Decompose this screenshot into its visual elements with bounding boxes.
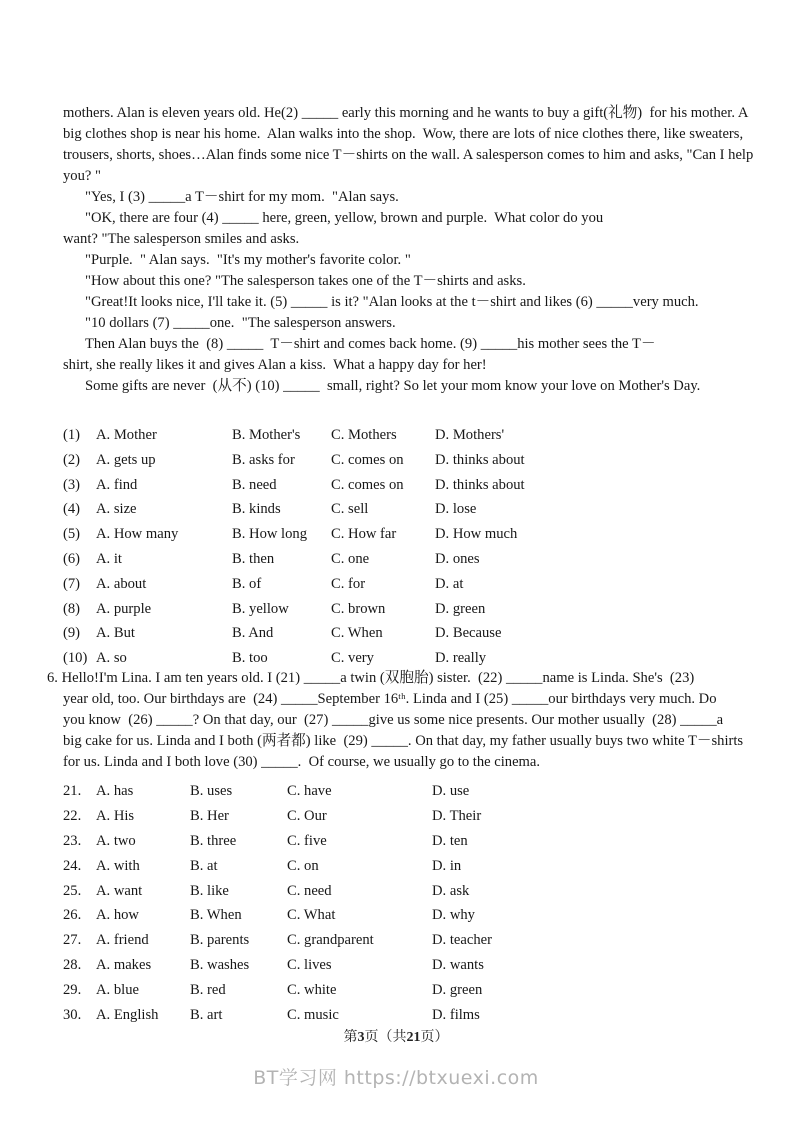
option-choice: B. Her bbox=[190, 807, 229, 824]
option-choice: D. use bbox=[432, 782, 470, 799]
option-choice: D. Their bbox=[432, 807, 482, 824]
option-choice: A. find bbox=[96, 476, 138, 493]
option-choice: A. friend bbox=[96, 932, 149, 949]
watermark: BT学习网 https://btxuexi.com bbox=[253, 1067, 539, 1089]
option-choice: B. asks for bbox=[232, 451, 295, 468]
option-row bbox=[63, 980, 753, 1005]
option-number: (5) bbox=[63, 526, 81, 543]
option-number: 26. bbox=[63, 907, 82, 924]
option-cell bbox=[63, 549, 232, 574]
option-number: 25. bbox=[63, 882, 82, 899]
option-choice: D. really bbox=[435, 650, 487, 667]
option-choice: B. kinds bbox=[232, 501, 281, 518]
option-cell bbox=[63, 499, 232, 524]
option-choice: C. very bbox=[331, 650, 374, 667]
option-choice: B. at bbox=[190, 857, 218, 874]
option-choice: B. red bbox=[190, 982, 226, 999]
page-content bbox=[47, 103, 754, 1030]
option-choice: D. teacher bbox=[432, 932, 492, 949]
option-choice: C. Mothers bbox=[331, 427, 397, 443]
option-number: 29. bbox=[63, 982, 82, 999]
option-choice: B. need bbox=[232, 476, 277, 493]
option-cell bbox=[63, 475, 232, 500]
option-choice: C. brown bbox=[331, 600, 386, 617]
option-choice: C. have bbox=[287, 782, 332, 799]
option-row bbox=[63, 905, 753, 930]
option-choice: B. washes bbox=[190, 957, 250, 974]
option-choice: D. at bbox=[435, 575, 464, 592]
option-row bbox=[63, 623, 753, 648]
option-choice: B. parents bbox=[190, 932, 250, 949]
option-choice: A. But bbox=[96, 625, 135, 642]
option-number: (4) bbox=[63, 501, 81, 518]
option-choice: A. has bbox=[96, 782, 134, 799]
option-number: 23. bbox=[63, 832, 82, 849]
option-cell bbox=[63, 450, 232, 475]
option-choice: B. When bbox=[190, 907, 242, 924]
option-choice: C. for bbox=[331, 575, 366, 592]
option-choice: D. films bbox=[432, 1006, 480, 1023]
option-row bbox=[63, 549, 753, 574]
option-choice: A. about bbox=[96, 575, 147, 592]
option-choice: A. size bbox=[96, 501, 137, 518]
option-choice: A. How many bbox=[96, 526, 179, 543]
option-row bbox=[63, 955, 753, 980]
option-number: (9) bbox=[63, 625, 81, 642]
option-choice: C. lives bbox=[287, 957, 332, 974]
option-choice: C. comes on bbox=[331, 476, 404, 493]
passage-line: Then Alan buys the (8) _____ T－shirt and comes back home. (9) _____his mother sees the T－ bbox=[85, 336, 656, 352]
option-choice: D. ones bbox=[435, 550, 480, 567]
option-choice: B. yellow bbox=[232, 600, 289, 617]
cloze2-options-list bbox=[63, 781, 753, 1030]
option-row bbox=[63, 831, 753, 856]
option-choice: C. need bbox=[287, 882, 332, 899]
option-choice: D. in bbox=[432, 857, 462, 874]
footer-prefix: 第 bbox=[343, 1030, 358, 1045]
passage-line: trousers, shorts, shoes…Alan finds some nice T－shirts on the wall. A salesperson comes to him and asks, "Can I help bbox=[63, 147, 754, 163]
option-choice: B. And bbox=[232, 625, 274, 642]
option-cell bbox=[63, 623, 232, 648]
option-choice: B. of bbox=[232, 575, 262, 592]
option-choice: D. thinks about bbox=[435, 476, 525, 493]
footer-page-number: 3 bbox=[357, 1030, 365, 1045]
option-choice: A. makes bbox=[96, 957, 152, 974]
option-number: 22. bbox=[63, 807, 82, 824]
option-choice: A. gets up bbox=[96, 451, 156, 468]
passage-line: "Purple. " Alan says. "It's my mother's favorite color. " bbox=[85, 252, 411, 268]
passage-line: big cake for us. Linda and I both (两者都) like (29) _____. On that day, my father usually buys two white T－shirts bbox=[63, 732, 744, 749]
option-choice: C. five bbox=[287, 832, 327, 849]
option-choice: C. Our bbox=[287, 807, 327, 824]
option-choice: B. too bbox=[232, 650, 268, 667]
option-choice: A. with bbox=[96, 857, 140, 874]
option-choice: B. uses bbox=[190, 782, 233, 799]
option-cell bbox=[63, 425, 232, 450]
option-row bbox=[63, 856, 753, 881]
option-choice: A. blue bbox=[96, 982, 139, 999]
option-choice: C. When bbox=[331, 625, 383, 642]
page-footer bbox=[0, 1026, 792, 1046]
option-choice: C. sell bbox=[331, 501, 369, 518]
option-number: (7) bbox=[63, 575, 81, 592]
option-choice: D. lose bbox=[435, 501, 477, 518]
option-choice: C. comes on bbox=[331, 451, 404, 468]
passage-line: 6. Hello!I'm Lina. I am ten years old. I (21) _____a twin (双胞胎) sister. (22) _____name is Linda. She's (23) bbox=[47, 669, 695, 686]
passage-line: "Yes, I (3) _____a T－shirt for my mom. "Alan says. bbox=[85, 189, 399, 205]
option-choice: B. like bbox=[190, 882, 229, 899]
option-choice: C. one bbox=[331, 550, 370, 567]
option-choice: A. His bbox=[96, 807, 135, 824]
passage-line: "10 dollars (7) _____one. "The salesperson answers. bbox=[85, 315, 396, 331]
option-choice: B. Mother's bbox=[232, 427, 301, 443]
footer-total-pages: 21 bbox=[406, 1030, 421, 1045]
option-row bbox=[63, 806, 753, 831]
option-choice: A. it bbox=[96, 550, 122, 567]
option-choice: C. on bbox=[287, 857, 319, 874]
option-choice: A. English bbox=[96, 1006, 159, 1023]
option-choice: B. art bbox=[190, 1006, 223, 1023]
passage-line: "How about this one? "The salesperson takes one of the T－shirts and asks. bbox=[85, 273, 526, 289]
footer-middle: 页（共 bbox=[364, 1030, 407, 1045]
option-choice: C. white bbox=[287, 982, 337, 999]
option-number: 27. bbox=[63, 932, 82, 949]
option-choice: D. ten bbox=[432, 832, 468, 849]
option-row bbox=[63, 781, 753, 806]
option-choice: D. Mothers' bbox=[435, 427, 505, 443]
cloze-passage-alan bbox=[63, 103, 753, 397]
option-row bbox=[63, 475, 753, 500]
option-number: 30. bbox=[63, 1006, 82, 1023]
option-cell bbox=[63, 524, 232, 549]
option-choice: B. How long bbox=[232, 526, 307, 543]
option-cell bbox=[63, 599, 232, 624]
option-choice: D. How much bbox=[435, 526, 518, 543]
option-row bbox=[63, 574, 753, 599]
option-cell bbox=[63, 574, 232, 599]
passage-line: Some gifts are never (从不) (10) _____ small, right? So let your mom know your love on Mother's Day. bbox=[85, 378, 701, 394]
option-number: (6) bbox=[63, 550, 81, 567]
option-choice: D. why bbox=[432, 907, 475, 924]
option-number: (1) bbox=[63, 427, 81, 443]
option-number: (3) bbox=[63, 476, 81, 493]
option-choice: D. green bbox=[432, 982, 483, 999]
passage-line: mothers. Alan is eleven years old. He(2) _____ early this morning and he wants to buy a gift(礼物) for his mother. A bbox=[63, 105, 749, 121]
option-choice: D. Because bbox=[435, 625, 502, 642]
option-choice: A. so bbox=[96, 650, 127, 667]
passage-line: "OK, there are four (4) _____ here, green, yellow, brown and purple. What color do you bbox=[85, 210, 604, 226]
option-row bbox=[63, 930, 753, 955]
option-choice: D. green bbox=[435, 600, 486, 617]
option-choice: D. ask bbox=[432, 882, 470, 899]
option-choice: A. how bbox=[96, 907, 139, 924]
cloze-passage-lina bbox=[47, 668, 753, 773]
option-choice: B. then bbox=[232, 550, 275, 567]
option-choice: B. three bbox=[190, 832, 237, 849]
passage-line: want? "The salesperson smiles and asks. bbox=[63, 231, 300, 247]
option-choice: A. purple bbox=[96, 600, 152, 617]
option-number: (8) bbox=[63, 600, 81, 617]
passage-line: big clothes shop is near his home. Alan walks into the shop. Wow, there are lots of nice clothes there, like sweaters, bbox=[63, 126, 744, 142]
option-row bbox=[63, 499, 753, 524]
passage-line: you? " bbox=[63, 168, 101, 184]
passage-line: "Great!It looks nice, I'll take it. (5) _____ is it? "Alan looks at the t－shirt and likes (6) _____very much. bbox=[85, 294, 699, 310]
passage-line: for us. Linda and I both love (30) _____. Of course, we usually go to the cinema. bbox=[63, 753, 541, 770]
option-number: 28. bbox=[63, 957, 82, 974]
option-choice: C. music bbox=[287, 1006, 339, 1023]
passage-line: shirt, she really likes it and gives Alan a kiss. What a happy day for her! bbox=[63, 357, 487, 373]
option-choice: C. grandparent bbox=[287, 932, 374, 949]
option-row bbox=[63, 425, 753, 450]
option-number: 24. bbox=[63, 857, 82, 874]
option-row bbox=[63, 450, 753, 475]
option-choice: A. two bbox=[96, 832, 136, 849]
option-choice: C. How far bbox=[331, 526, 397, 543]
cloze1-options-list bbox=[63, 425, 753, 673]
option-number: 21. bbox=[63, 782, 82, 799]
option-row bbox=[63, 881, 753, 906]
option-choice: A. want bbox=[96, 882, 143, 899]
option-number: (10) bbox=[63, 650, 88, 667]
option-number: (2) bbox=[63, 451, 81, 468]
option-choice: C. What bbox=[287, 907, 336, 924]
option-row bbox=[63, 599, 753, 624]
passage-line: year old, too. Our birthdays are (24) _____September 16ᵗʰ. Linda and I (25) _____our birthdays very much. Do bbox=[63, 690, 717, 707]
option-choice: D. wants bbox=[432, 957, 484, 974]
option-choice: D. thinks about bbox=[435, 451, 525, 468]
passage-line: you know (26) _____? On that day, our (27) _____give us some nice presents. Our mother usually (28) _____a bbox=[63, 711, 724, 728]
option-choice: A. Mother bbox=[96, 427, 157, 443]
footer-suffix: 页） bbox=[420, 1030, 449, 1045]
option-row bbox=[63, 524, 753, 549]
